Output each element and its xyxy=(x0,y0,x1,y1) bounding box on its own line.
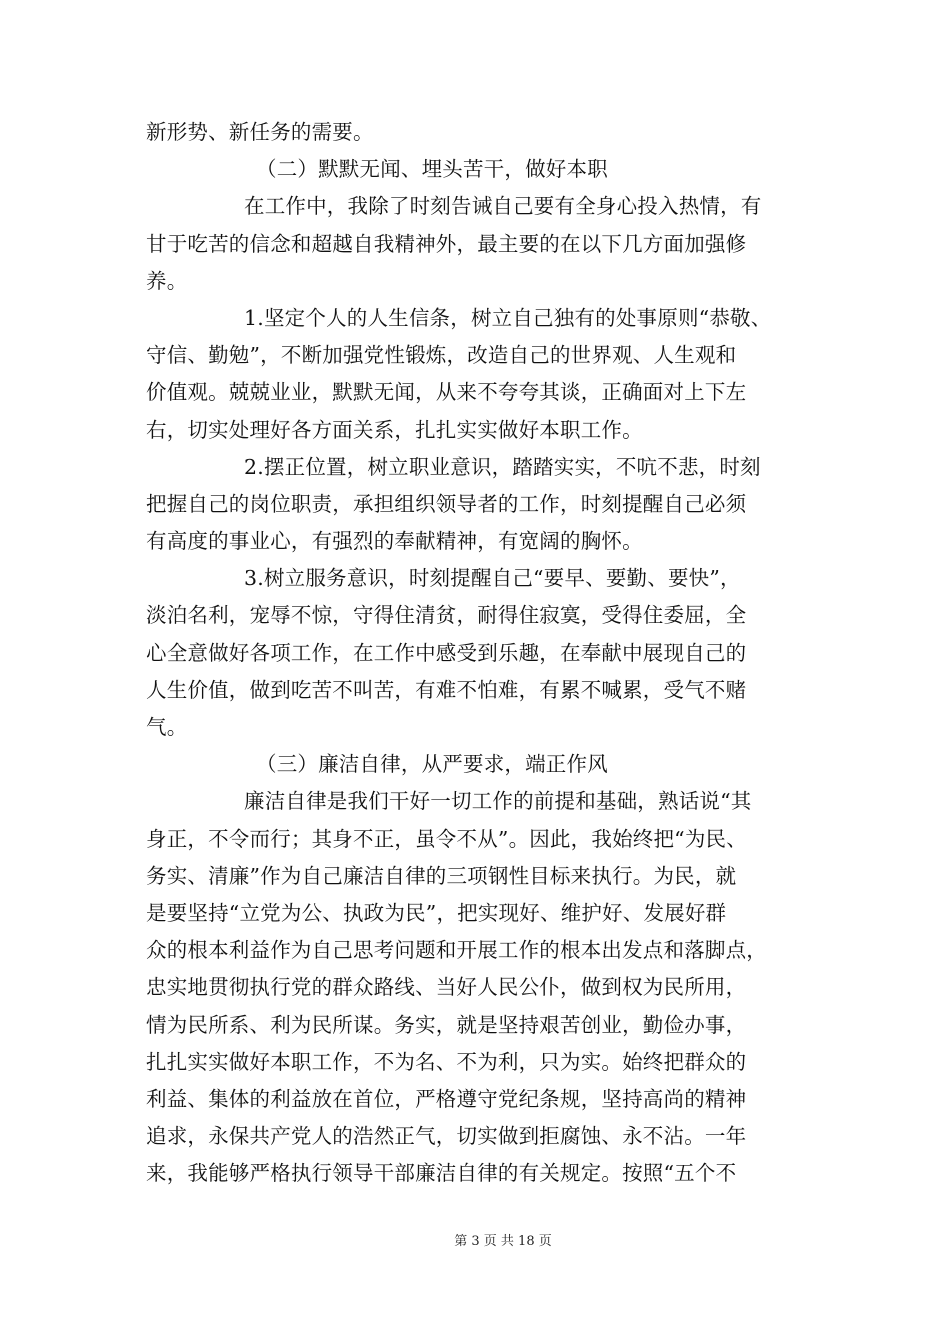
text-line: 追求，永保共产党人的浩然正气，切实做到拒腐蚀、永不沾。一年 xyxy=(146,1124,747,1149)
text-line: 新形势、新任务的需要。 xyxy=(146,120,374,144)
text-line: 廉洁自律是我们干好一切工作的前提和基础，熟话说“其 xyxy=(244,789,752,814)
text-line: 来，我能够严格执行领导干部廉洁自律的有关规定。按照“五个不 xyxy=(146,1161,737,1186)
text-line: 淡泊名利，宠辱不惊，守得住清贫，耐得住寂寞，受得住委屈，全 xyxy=(146,603,747,628)
page-number-footer: 第 3 页 共 18 页 xyxy=(454,1234,552,1249)
section-heading: （二）默默无闻、埋头苦干，做好本职 xyxy=(256,157,608,182)
text-line: 在工作中，我除了时刻告诫自己要有全身心投入热情，有 xyxy=(244,194,762,219)
text-line: 忠实地贯彻执行党的群众路线、当好人民公仆，做到权为民所用， xyxy=(146,975,747,1000)
text-line: 人生价值，做到吃苦不叫苦，有难不怕难，有累不喊累，受气不赌 xyxy=(146,677,747,702)
text-line: 扎扎实实做好本职工作，不为名、不为利，只为实。始终把群众的 xyxy=(146,1049,747,1074)
text-line: 有高度的事业心，有强烈的奉献精神，有宽阔的胸怀。 xyxy=(146,529,643,554)
text-line: 1.坚定个人的人生信条，树立自己独有的处事原则“恭敬、 xyxy=(244,305,772,330)
text-line: 利益、集体的利益放在首位，严格遵守党纪条规，坚持高尚的精神 xyxy=(146,1086,747,1111)
text-line: 3.树立服务意识，时刻提醒自己“要早、要勤、要快”， xyxy=(244,566,741,591)
document-body xyxy=(146,114,810,1192)
text-line: 是要坚持“立党为公、执政为民”，把实现好、维护好、发展好群 xyxy=(146,900,727,925)
text-line: 价值观。兢兢业业，默默无闻，从来不夸夸其谈，正确面对上下左 xyxy=(146,380,747,405)
text-line: 守信、勤勉”，不断加强党性锻炼，改造自己的世界观、人生观和 xyxy=(146,343,737,368)
text-line: 务实、清廉”作为自己廉洁自律的三项钢性目标来执行。为民，就 xyxy=(146,863,737,888)
text-line: 情为民所系、利为民所谋。务实，就是坚持艰苦创业，勤俭办事， xyxy=(146,1012,747,1037)
text-line: 心全意做好各项工作，在工作中感受到乐趣，在奉献中展现自己的 xyxy=(146,640,747,665)
section-heading: （三）廉洁自律，从严要求，端正作风 xyxy=(256,752,608,777)
text-line: 右，切实处理好各方面关系，扎扎实实做好本职工作。 xyxy=(146,417,643,442)
text-line: 把握自己的岗位职责，承担组织领导者的工作，时刻提醒自己必须 xyxy=(146,491,747,516)
text-line: 气。 xyxy=(146,715,188,739)
text-line: 养。 xyxy=(146,268,188,293)
text-line: 2.摆正位置，树立职业意识，踏踏实实，不吭不悲，时刻 xyxy=(244,454,761,479)
text-line: 甘于吃苦的信念和超越自我精神外，最主要的在以下几方面加强修 xyxy=(146,231,747,256)
text-line: 身正，不令而行；其身不正，虽令不从”。因此，我始终把“为民、 xyxy=(146,826,747,851)
text-line: 众的根本利益作为自己思考问题和开展工作的根本出发点和落脚点， xyxy=(146,938,767,963)
